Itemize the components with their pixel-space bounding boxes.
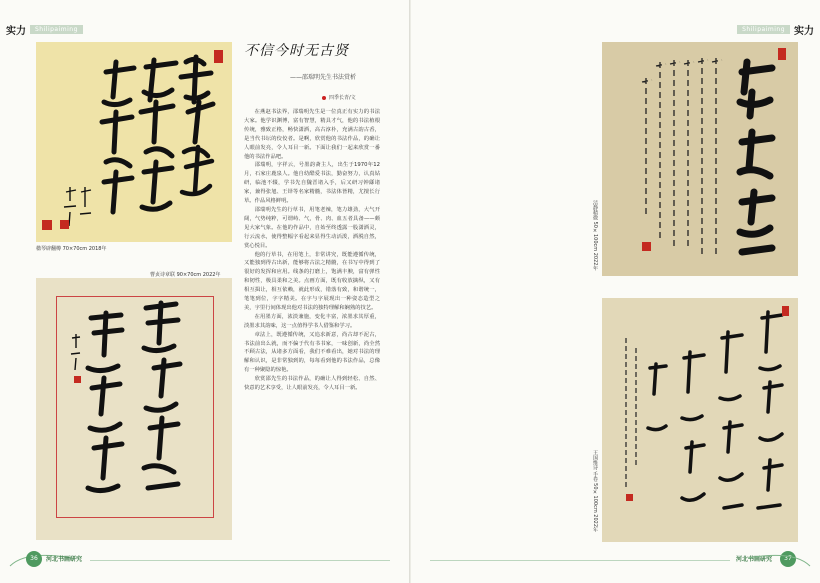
seal-art4-bottom [626,494,633,501]
paragraph: 邵瑞明，字祥云，号墨韵斋主人，出生于1970年12月，石家庄鹿泉人。他自幼酷爱书法，勤奋努力，认真钻研，临池不辍，学书先自魏晋诸入手，后又研习钟繇诸家，兼得张旭、王铎等名家精髓，书法体皆精，尤擅长行草。作品风格鲜明。 [244,162,380,205]
seal-top [214,50,223,63]
artwork-3 [602,42,798,276]
artwork-4-brush [602,298,798,542]
header-left [6,22,87,37]
artwork-3-brush [602,42,798,276]
artwork-4-caption: 王国维诗 手卷 50×100cm 2022年 [592,450,598,533]
seal-art3-top [778,48,786,60]
footer-ornament-right [744,548,814,568]
section-tag-left: Shilipaiming [30,25,83,34]
artwork-2-brush [36,278,232,540]
footer-rule-left [90,560,390,561]
page-number-right: 37 [780,551,796,567]
article-subtitle: ——邵瑞明先生书法赏析 [290,74,357,81]
artwork-1-caption: 楹琴辟翻樽 70×70cm 2018年 [36,246,107,252]
paragraph: 章法上，既遵循传统，又追求新意，尚古却不泥古，书法前出么就，而不偏于代有书书家，一味创新，尚全然不顾古法，从诸多方面看，我们不难看出，她对书法的理解和认识，是非常独到的，每每看到他的书法作品，总像有一种聚隐的惊艳。 [244,331,380,374]
paragraph: 在用墨方面，浓淡兼施，变化丰富，浓墨求其厚重，淡墨求其韵味，这一点值得学书人借鉴和学习。 [244,313,380,329]
seal-bottom [42,220,52,230]
section-label-right: 实力 [794,26,814,37]
artwork-1 [36,42,232,242]
footer-rule-right [430,560,730,561]
article-title: 不信今时无古贤 [244,43,349,59]
artwork-2 [36,278,232,540]
paragraph: 欣赏邵先生的书法作品，的确让人得到轻松、自然、快意的艺术享受，让人眼前发亮，令人耳目一新。 [244,376,380,392]
paragraph: 邵瑞明先生的行草书，用笔老辣，笔力雄劲，大气开阔，气势纯粹，可谓峙、气，骨、肉、血五者具备——颇见大家气象。在他的作品中，自始至终透露一股潇洒灵，行云流水，使得整幅字看起来显得生动活泼，洒脱自然，赏心悦目。 [244,206,380,249]
journal-name-left: 河北书画研究 [46,556,83,563]
seal-bottom-2 [60,220,69,229]
artwork-1-brush [36,42,232,242]
section-label-left: 实力 [6,26,26,37]
seal-art3-bottom [642,242,651,251]
article-author [322,94,356,101]
section-tag-right: Shilipaiming [737,25,790,34]
seal-art4-top [782,306,789,316]
author-dot-icon [322,96,326,100]
author-name: 四季长青/文 [329,95,356,101]
page-spine [409,0,411,583]
journal-name-right: 河北书画研究 [736,556,773,563]
artwork-3-caption: 洁静精微 50×100cm 2022年 [592,200,598,271]
artwork-4 [602,298,798,542]
page-number-left: 36 [26,551,42,567]
header-right [733,22,814,37]
paragraph: 在燕赵书法界，邵瑞明先生是一位真正有实力的书法大家。他学识渊博，富有智慧，精具才气，他的书法植根传统，雅致正格，畅快潇洒，高古淳朴，充满古韵古香，是当代书坛的佼佼者。是啊，欣赏他的书法作品，的确让人眼前发亮，令人耳目一新。下面让我们一起来欣赏一番他的书法作品吧。 [244,109,380,160]
artwork-2-caption: 曹贞诗章联 90×70cm 2022年 [150,272,221,278]
paragraph: 他的行草书，在用笔上，非常讲究，既能遵循传统，又能独到得古出新，能够将古法之精髓，在书写中得到了很好的发挥和应用。线条的打磨上，饱满丰腴，富有弹性和韧性，极具柔和之美。点画方面，既有收放擒纵，又有相互揖让，相互依赖，就此形成，错落有致，和谐统一，笔笔到位，字字精美。在字与字展现出一种姿态造型之美，字里行间体现出他对书法的独特理解和娴熟的技艺。 [244,251,380,311]
article-body [244,108,380,393]
seal-art2 [74,376,81,383]
